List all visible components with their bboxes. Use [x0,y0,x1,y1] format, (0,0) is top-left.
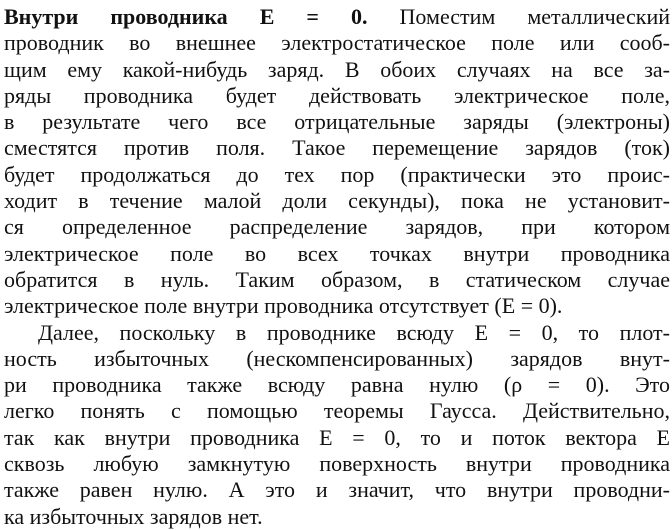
text-line: ность избыточных (нескомпенсированных) зарядов внут- [4,345,670,371]
text-line: ходит в течение малой доли секунды), пока не установит- [4,188,670,214]
text-line: будет продолжаться до тех пор (практически это проис- [4,161,670,187]
text-line: сместятся против поля. Такое перемещение зарядов (ток) [4,135,670,161]
text-line [4,4,670,30]
paragraph-conductor-field [4,4,670,320]
text-line: так как внутри проводника E = 0, то и поток вектора E [4,424,670,450]
text-line: электрическое поле во всех точках внутри проводника [4,240,670,266]
text-line: ряды проводника будет действовать электрическое поле, [4,82,670,108]
text-line: обратится в нуль. Таким образом, в статическом случае [4,266,670,292]
text-line: электрическое поле внутри проводника отсутствует (E = 0). [4,293,563,319]
text-line: Далее, поскольку в проводнике всюду E = 0, то плот- [38,319,670,345]
text-line: сквозь любую замкнутую поверхность внутри проводника [4,451,670,477]
text-line: ри проводника также всюду равна нулю (ρ = 0). Это [4,372,670,398]
text-line: также равен нулю. А это и значит, что внутри проводни- [4,477,670,503]
text-line: ка избыточных зарядов нет. [4,503,263,529]
text-line: проводник во внешнее электростатическое поле или сооб- [4,30,670,56]
text-line: щим ему какой-нибудь заряд. В обоих случаях на все за- [4,56,670,82]
paragraph-heading: Внутри проводника E = 0. [4,4,368,29]
text-line: в результате чего все отрицательные заряды (электроны) [4,109,670,135]
text-line: легко понять с помощью теоремы Гаусса. Действительно, [4,398,670,424]
text-line-content: Поместим металлический [399,4,670,29]
text-line: ся определенное распределение зарядов, при котором [4,214,670,240]
paragraph-charge-density [4,320,670,530]
